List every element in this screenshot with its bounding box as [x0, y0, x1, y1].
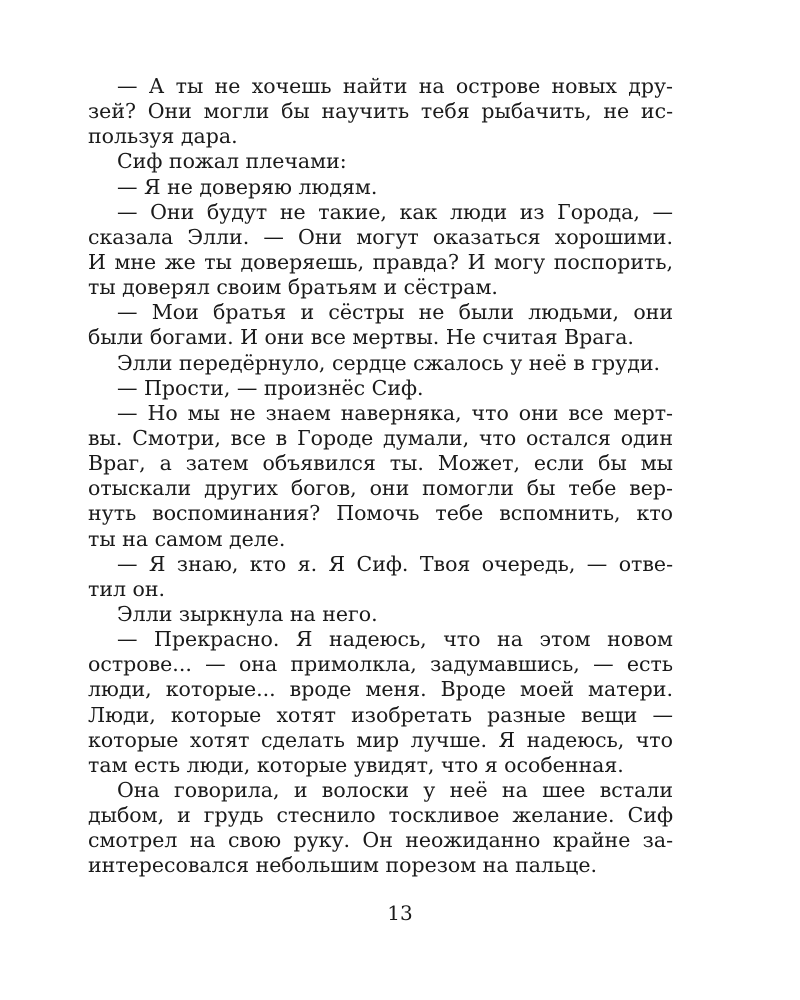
- text-line: — А ты не хочешь найти на острове новых дру-: [117, 74, 673, 98]
- paragraph: [88, 627, 673, 778]
- text-line: люди, которые... вроде меня. Вроде моей матери.: [88, 677, 673, 702]
- paragraph: [117, 149, 673, 174]
- text-line: там есть люди, которые увидят, что я особенная.: [88, 752, 624, 777]
- paragraph: [88, 300, 673, 350]
- text-line: — Прости, — произнёс Сиф.: [117, 375, 424, 400]
- text-line: сказала Элли. — Они могут оказаться хорошими.: [88, 224, 673, 249]
- text-line: зей? Они могли бы научить тебя рыбачить, не ис-: [88, 99, 673, 124]
- text-line: Сиф пожал плечами:: [117, 149, 347, 174]
- text-line: — Прекрасно. Я надеюсь, что на этом новом: [117, 627, 673, 652]
- text-line: интересовался небольшим порезом на пальце.: [88, 853, 597, 878]
- text-line: Элли зыркнула на него.: [117, 601, 378, 626]
- text-line: вы. Смотри, все в Городе думали, что остался один: [88, 425, 673, 450]
- text-line: пользуя дара.: [88, 124, 238, 149]
- text-line: Элли передёрнуло, сердце сжалось у неё в груди.: [117, 350, 661, 375]
- text-line: — Но мы не знаем наверняка, что они все мерт-: [117, 400, 673, 425]
- text-line: — Они будут не такие, как люди из Города, —: [117, 199, 673, 224]
- text-line: тил он.: [88, 576, 166, 601]
- paragraph: [117, 351, 673, 376]
- paragraph: [117, 376, 673, 401]
- text-line: острове... — она примолкла, задумавшись, — есть: [88, 652, 673, 677]
- text-line: отыскали других богов, они помогли бы тебе вер-: [88, 476, 673, 501]
- paragraph: [88, 199, 673, 301]
- paragraph: [88, 74, 673, 149]
- paragraph: [88, 400, 673, 552]
- text-line: — Я знаю, кто я. Я Сиф. Твоя очередь, — отве-: [117, 551, 673, 576]
- text-line: ты на самом деле.: [88, 526, 286, 551]
- text-line: ты доверял своим братьям и сёстрам.: [88, 275, 498, 300]
- text-line: нуть воспоминания? Помочь тебе вспомнить, кто: [88, 501, 673, 526]
- paragraph: [88, 777, 673, 879]
- text-line: — Я не доверяю людям.: [117, 174, 378, 199]
- text-line: были богами. И они все мертвы. Не считая Врага.: [88, 325, 634, 350]
- text-line: И мне же ты доверяешь, правда? И могу поспорить,: [88, 249, 673, 274]
- paragraph: [88, 551, 673, 602]
- page-text: [88, 74, 673, 879]
- page-number: 13: [387, 901, 413, 925]
- text-line: Люди, которые хотят изобретать разные вещи —: [88, 702, 673, 727]
- text-line: смотрел на свою руку. Он неожиданно крайне за-: [88, 828, 673, 853]
- paragraph: [117, 602, 673, 627]
- text-line: — Мои братья и сёстры не были людьми, они: [117, 300, 673, 325]
- text-line: Враг, а затем объявился ты. Может, если бы мы: [88, 451, 673, 476]
- paragraph: [117, 175, 673, 200]
- text-line: которые хотят сделать мир лучше. Я надеюсь, что: [88, 727, 673, 752]
- text-line: дыбом, и грудь стеснило тоскливое желание. Сиф: [88, 803, 673, 828]
- text-line: Она говорила, и волоски у неё на шее встали: [117, 777, 673, 802]
